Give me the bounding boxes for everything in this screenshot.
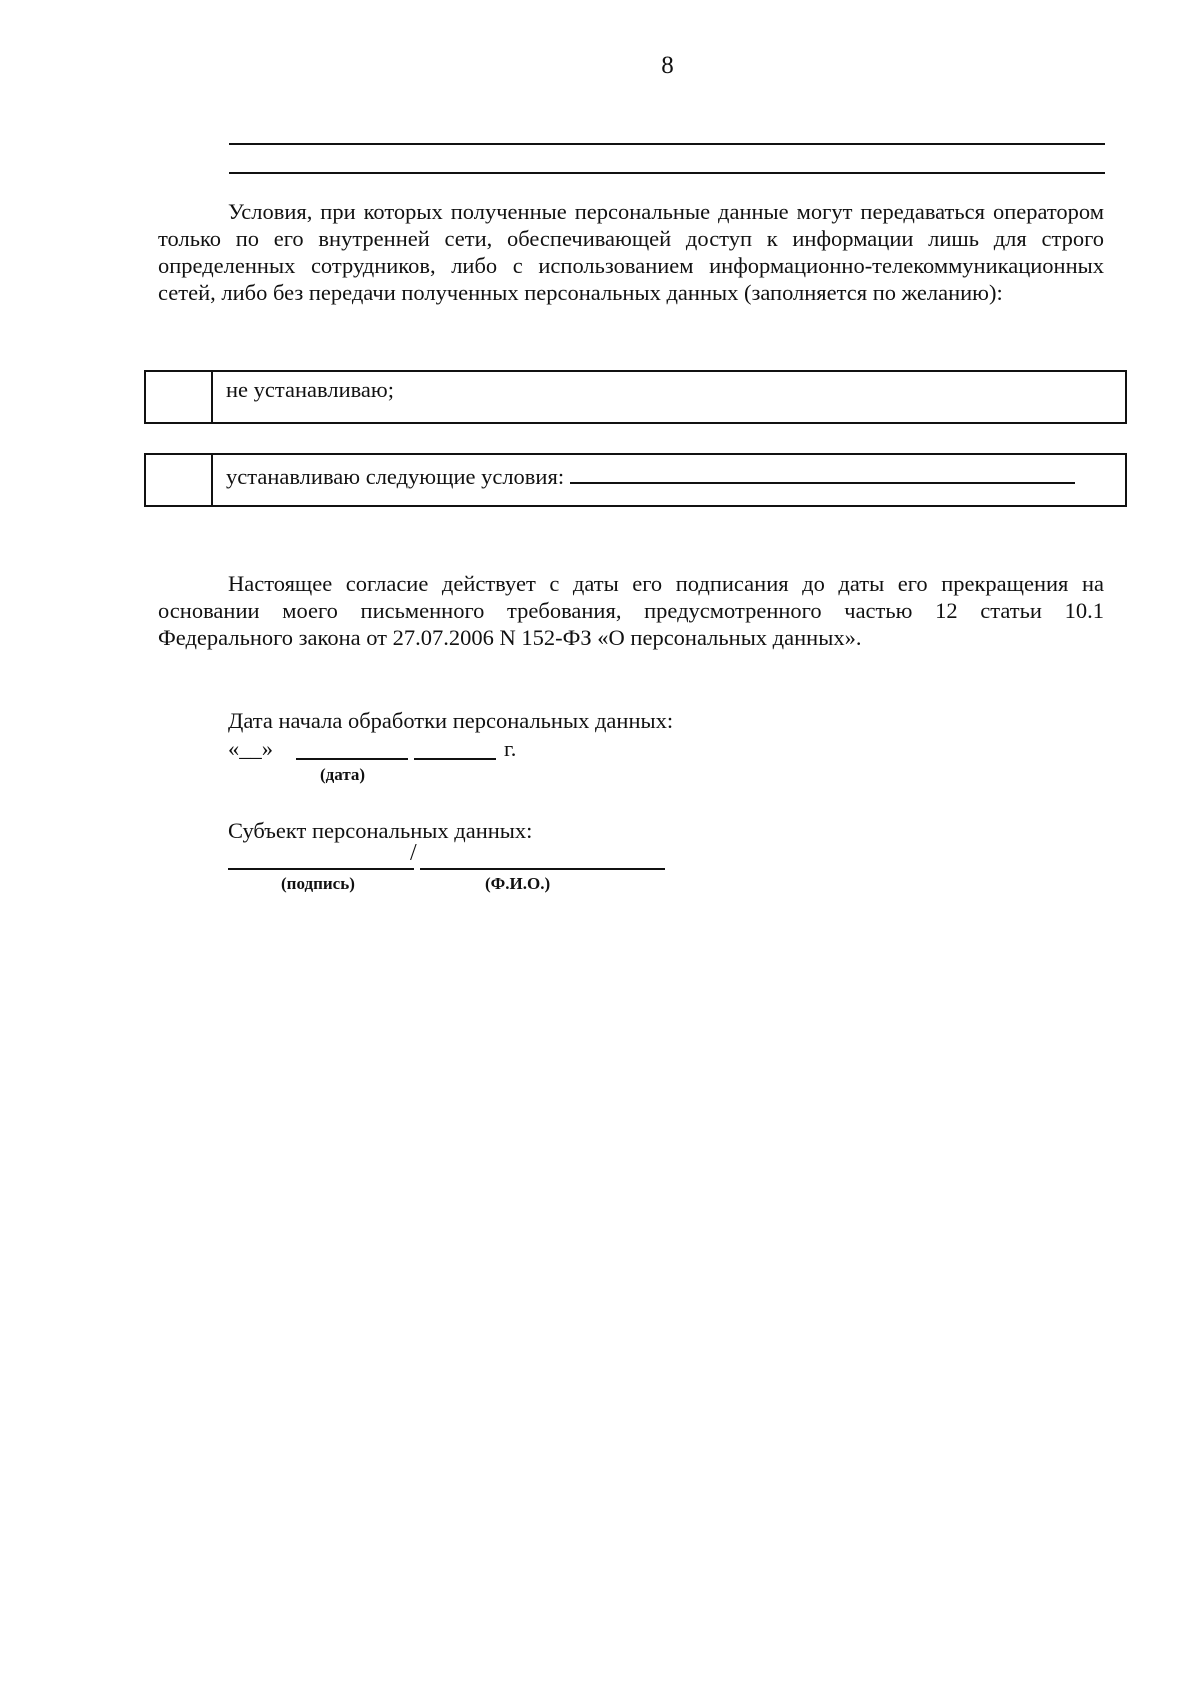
full-name-caption: (Ф.И.О.) [485,874,551,893]
option-set-conditions-label: устанавливаю следующие условия: [226,464,565,489]
subject-label: Субъект персональных данных: [228,818,533,843]
signature-separator: / [410,840,417,866]
start-date-caption: (дата) [320,765,366,784]
start-date-day[interactable]: «__» [228,736,273,761]
blank-fill-line-1[interactable] [229,143,1105,145]
start-date-month-line[interactable] [296,758,408,760]
option-not-set[interactable] [144,370,1127,424]
page-number: 8 [661,52,674,79]
blank-fill-line-2[interactable] [229,172,1105,174]
conditions-input-line[interactable] [570,460,1075,484]
start-date-label: Дата начала обработки персональных данных: [228,708,674,733]
option-set-conditions[interactable] [144,453,1127,507]
option-not-set-checkbox[interactable] [146,372,213,422]
option-set-conditions-row [226,460,1075,490]
signature-line[interactable] [228,868,414,870]
option-not-set-label: не устанавливаю; [226,377,394,402]
signature-caption: (подпись) [281,874,355,893]
option-set-conditions-checkbox[interactable] [146,455,213,505]
conditions-paragraph: Условия, при которых полученные персональные данные могут передаваться оператором только по его внутренней сети, обеспечивающей доступ к информации лишь для строго определенных сотрудников, либо с использованием информационно-телекоммуникационных сетей, либо без передачи полученных персональных данных (заполняется по желанию): [158,199,1104,305]
start-date-year-line[interactable] [414,758,496,760]
start-date-year-suffix: г. [504,736,517,761]
full-name-line[interactable] [420,868,665,870]
validity-paragraph: Настоящее согласие действует с даты его подписания до даты его прекращения на основании моего письменного требования, предусмотренного частью 12 статьи 10.1 Федерального закона от 27.07.2006 N 152-ФЗ «О персональных данных». [158,571,1104,650]
